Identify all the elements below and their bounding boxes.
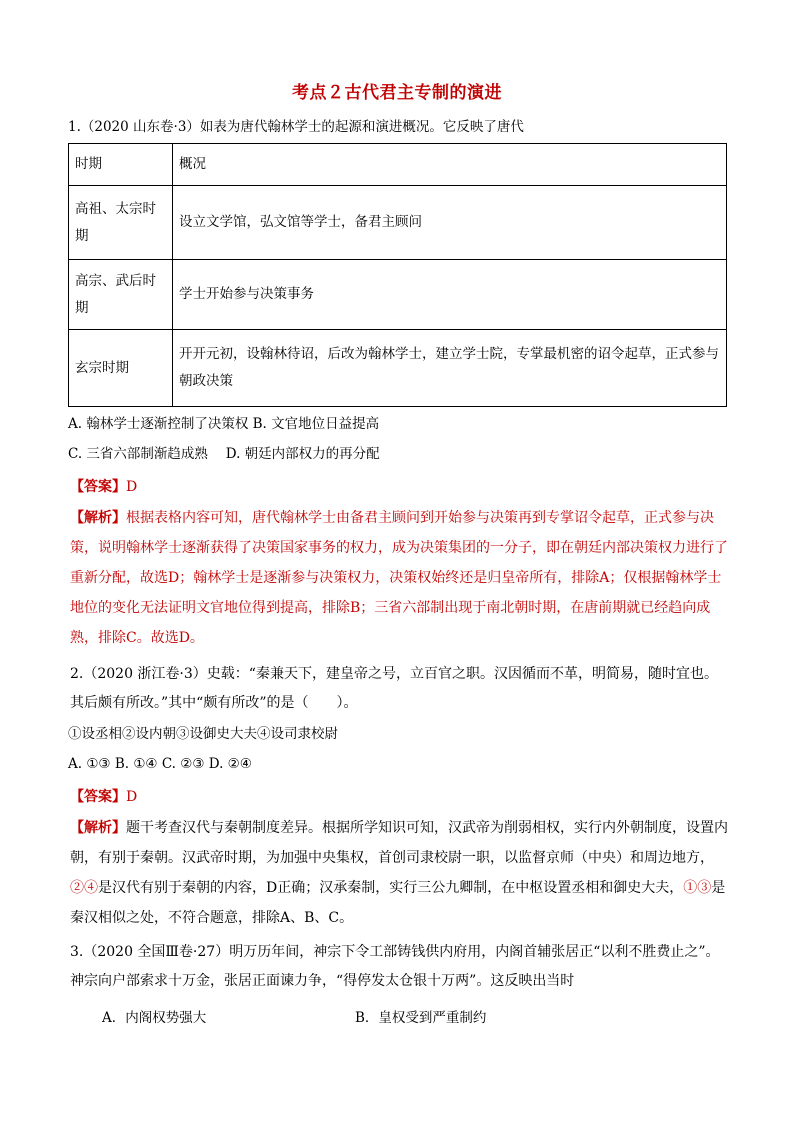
table-cell-period: 玄宗时期 (69, 330, 173, 407)
q2-analysis (70, 813, 730, 933)
q2-items: ①设丞相②设内朝③设御史大夫④设司隶校尉 (68, 726, 338, 742)
answer-label: 【答案】 (70, 479, 126, 495)
answer-value: D (126, 789, 138, 805)
q3-option-a: A．内阁权势强大 (102, 1010, 207, 1026)
page-title: 考点２古代君主专制的演进 (292, 83, 502, 103)
analysis-text-3: 是秦汉相似之处，不符合题意，排除A、B、C。 (70, 880, 726, 926)
table-cell-period: 高祖、太宗时期 (69, 186, 173, 260)
q1-options-line-1: A. 翰林学士逐渐控制了决策权 B. 文官地位日益提高 (68, 416, 380, 432)
analysis-label: 【解析】 (70, 820, 126, 836)
q1-options-line-2: C. 三省六部制渐趋成熟 D. 朝廷内部权力的再分配 (68, 446, 380, 462)
analysis-text: 根据表格内容可知，唐代翰林学士由备君主顾问到开始参与决策再到专掌诏令起草，正式参与决策，说明翰林学士逐渐获得了决策国家事务的权力，成为决策集团的一分子，即在朝廷内部决策权力进行了重新分配，故选D；翰林学士是逐渐参与决策权力，决策权始终还是归皇帝所有，排除A；仅根据翰林学士地位的变化无法证明文官地位得到提高，排除B；三省六部制出现于南北朝时期，在唐前期就已经趋向成熟，排除C。故选D。 (70, 510, 728, 646)
analysis-highlight-2: ①③ (683, 880, 712, 896)
answer-value: D (126, 479, 138, 495)
table-header-period: 时期 (69, 144, 173, 186)
table-cell-overview: 学士开始参与决策事务 (173, 260, 727, 330)
analysis-text-1: 题干考查汉代与秦朝制度差异。根据所学知识可知，汉武帝为削弱相权，实行内外朝制度，设置内朝，有别于秦朝。汉武帝时期，为加强中央集权，首创司隶校尉一职，以监督京师（中央）和周边地方， (70, 820, 728, 866)
q2-options: A. ①③ B. ①④ C. ②③ D. ②④ (68, 756, 252, 772)
table-row (69, 260, 727, 330)
table-cell-period: 高宗、武后时期 (69, 260, 173, 330)
q2-stem: 2.（2020 浙江卷·3）史载：“秦兼天下，建皇帝之号，立百官之职。汉因循而不革，明简易，随时宜也。其后颇有所改。”其中“颇有所改”的是（ ）。 (70, 666, 718, 711)
table-cell-overview: 开开元初，设翰林待诏，后改为翰林学士，建立学士院，专掌最机密的诏令起草，正式参与朝政决策 (173, 330, 727, 407)
q1-table (68, 143, 727, 407)
q1-answer (70, 472, 730, 502)
answer-label: 【答案】 (70, 789, 126, 805)
q1-analysis (70, 503, 730, 653)
q3-option-b: B．皇权受到严重制约 (355, 1010, 487, 1026)
q3-stem: 3.（2020 全国Ⅲ卷·27）明万历年间，神宗下令工部铸钱供内府用，内阁首辅张居正“以利不胜费止之”。神宗向户部索求十万金，张居正面谏力争，“得停发太仓银十万两”。这反映出当时 (70, 944, 720, 989)
table-header-row (69, 144, 727, 186)
q1-stem: 1.（2020 山东卷·3）如表为唐代翰林学士的起源和演进概况。它反映了唐代 (68, 119, 524, 135)
table-cell-overview: 设立文学馆，弘文馆等学士，备君主顾问 (173, 186, 727, 260)
analysis-text-2: 是汉代有别于秦朝的内容，D正确；汉承秦制，实行三公九卿制，在中枢设置丞相和御史大夫， (98, 880, 684, 896)
table-row (69, 186, 727, 260)
analysis-label: 【解析】 (70, 510, 126, 526)
analysis-highlight-1: ②④ (70, 880, 98, 896)
table-row (69, 330, 727, 407)
table-header-overview: 概况 (173, 144, 727, 186)
q2-answer (70, 782, 730, 812)
